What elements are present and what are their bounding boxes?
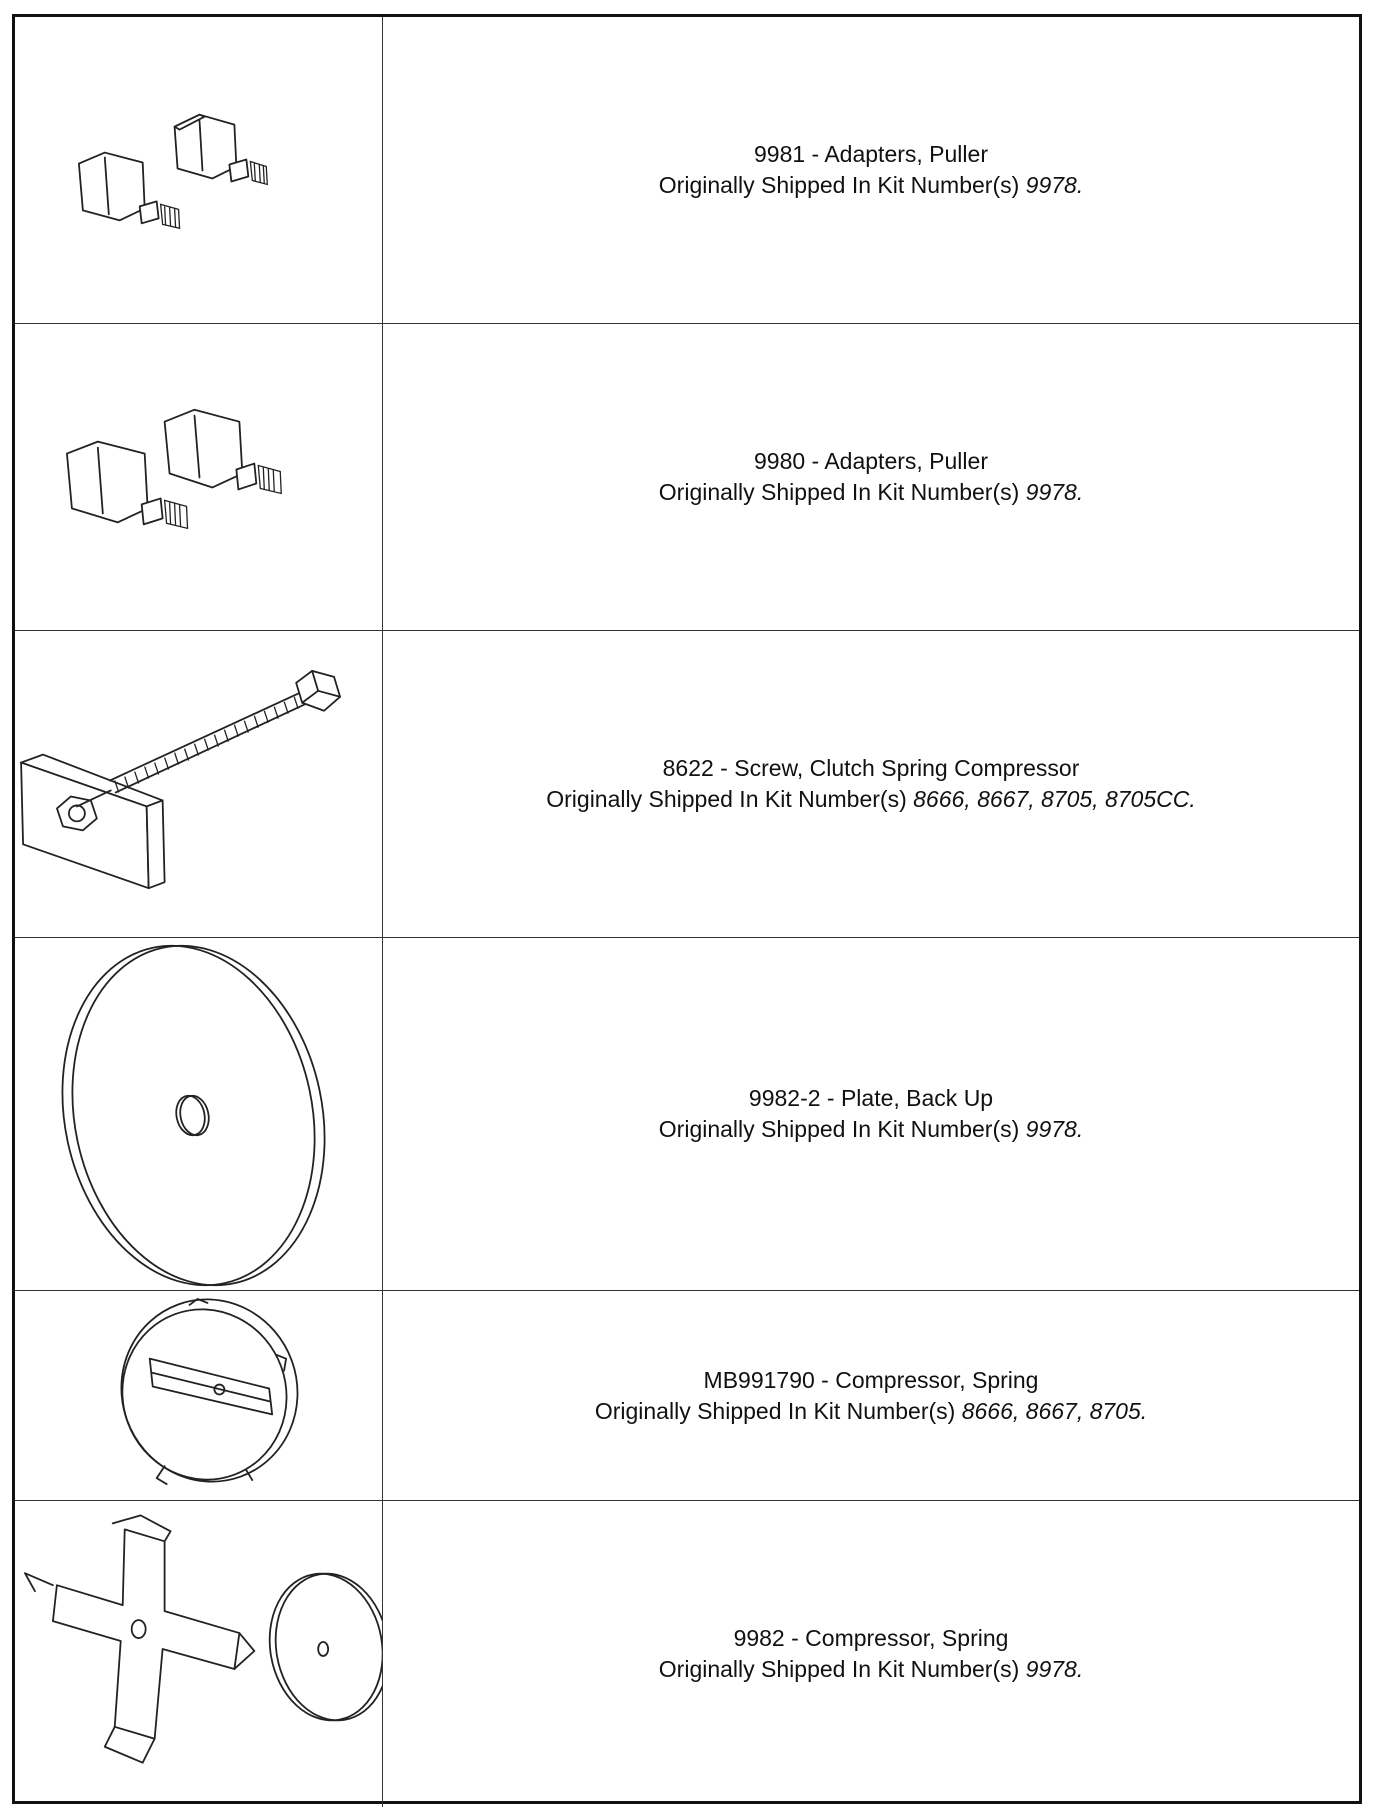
kit-numbers: 8666, 8667, 8705, 8705CC. — [913, 786, 1196, 812]
shipped-prefix: Originally Shipped In Kit Number(s) — [594, 1397, 956, 1424]
tool-description — [383, 17, 1359, 323]
spring-compressor-cross-icon — [15, 1501, 382, 1807]
tool-shipped-line — [546, 784, 1196, 815]
kit-numbers: 8666, 8667, 8705. — [961, 1397, 1148, 1424]
spring-compressor-ring-icon — [15, 1291, 382, 1500]
tool-image-cell — [15, 17, 383, 323]
tool-row — [15, 631, 1359, 938]
puller-adapters-small-icon — [15, 17, 382, 323]
tool-row — [15, 938, 1359, 1291]
kit-numbers: 9978. — [1025, 1656, 1084, 1682]
tool-row — [15, 324, 1359, 631]
kit-numbers: 9978. — [1025, 479, 1084, 505]
tool-image-cell — [15, 324, 383, 630]
tool-row — [15, 1291, 1359, 1501]
tool-shipped-line — [659, 1654, 1083, 1685]
compressor-screw-icon — [15, 631, 382, 937]
tool-description — [383, 938, 1359, 1290]
shipped-prefix: Originally Shipped In Kit Number(s) — [658, 1656, 1020, 1682]
tool-row — [15, 1501, 1359, 1807]
tool-description — [383, 324, 1359, 630]
puller-adapters-large-icon — [15, 324, 382, 630]
shipped-prefix: Originally Shipped In Kit Number(s) — [658, 172, 1020, 198]
tool-title: 9982 - Compressor, Spring — [733, 1625, 1009, 1651]
shipped-prefix: Originally Shipped In Kit Number(s) — [658, 479, 1020, 505]
tool-title: 9982-2 - Plate, Back Up — [748, 1085, 994, 1111]
tool-shipped-line — [659, 1114, 1083, 1145]
tool-description — [383, 1291, 1359, 1500]
tool-image-cell — [15, 938, 383, 1290]
kit-numbers: 9978. — [1025, 172, 1084, 198]
shipped-prefix: Originally Shipped In Kit Number(s) — [658, 1116, 1020, 1142]
tool-row — [15, 17, 1359, 324]
tool-shipped-line — [659, 477, 1083, 508]
tool-shipped-line — [595, 1396, 1147, 1427]
tool-description — [383, 1501, 1359, 1807]
tool-title: 9980 - Adapters, Puller — [754, 448, 988, 474]
tool-image-cell — [15, 1501, 383, 1807]
backup-plate-icon — [15, 938, 382, 1290]
tool-catalog-table — [12, 14, 1362, 1804]
tool-image-cell — [15, 1291, 383, 1500]
tool-shipped-line — [659, 170, 1083, 201]
tool-description — [383, 631, 1359, 937]
tool-title: 8622 - Screw, Clutch Spring Compressor — [662, 755, 1080, 781]
kit-numbers: 9978. — [1025, 1116, 1084, 1142]
tool-image-cell — [15, 631, 383, 937]
tool-title: 9981 - Adapters, Puller — [754, 141, 988, 167]
shipped-prefix: Originally Shipped In Kit Number(s) — [546, 786, 907, 812]
tool-title: MB991790 - Compressor, Spring — [703, 1366, 1039, 1393]
